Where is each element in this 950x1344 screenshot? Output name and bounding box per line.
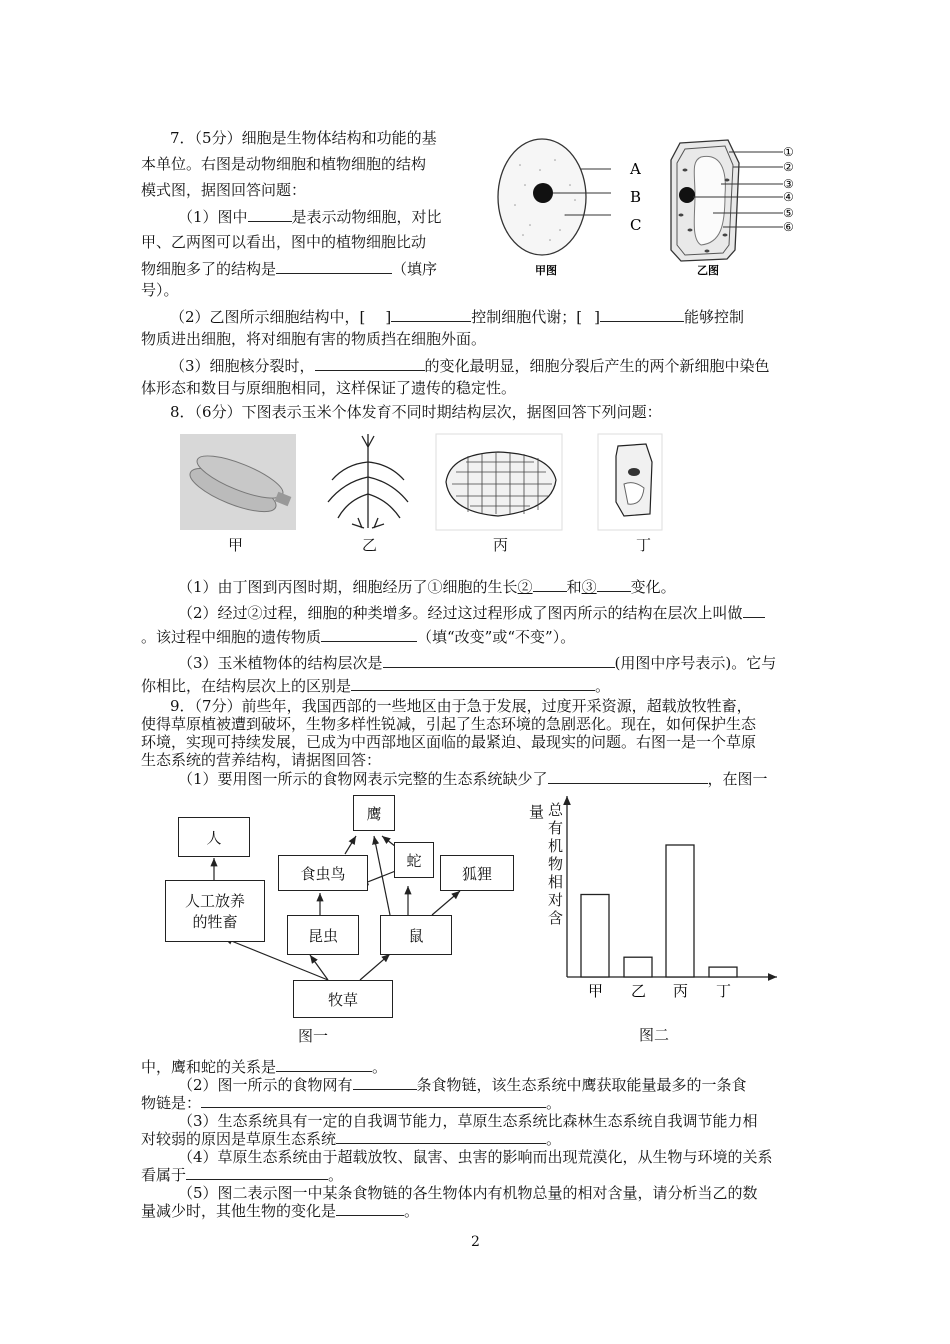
x-tick-label: 丁: [716, 982, 732, 1000]
q8-text: （3）玉米植物体的结构层次是: [178, 654, 383, 672]
mark-4: ④: [783, 190, 794, 204]
answer-blank[interactable]: [743, 601, 765, 618]
q7-line9: 物质进出细胞，将对细胞有害的物质挡在细胞外面。: [141, 330, 487, 348]
answer-blank[interactable]: [548, 767, 708, 784]
q8-text: （2）经过②过程，细胞的种类增多。经过这过程形成了图丙所示的结构在层次上叫做: [178, 604, 743, 622]
fig-a-label: 甲图: [535, 264, 557, 277]
q9-line8: [141, 1094, 561, 1112]
q8-text: 变化。: [630, 578, 676, 596]
node-huli: 狐狸: [440, 855, 514, 891]
q8-line5: [178, 651, 776, 674]
y-label-char: 对: [548, 891, 564, 909]
bar-0: [581, 895, 609, 978]
node-rengong-line2: 的牲畜: [192, 913, 238, 931]
q9-line9: （3）生态系统具有一定的自我调节能力，草原生态系统比森林生态系统自我调节能力相: [178, 1112, 758, 1130]
mark-1: ①: [783, 145, 794, 159]
q7-text: ]: [594, 308, 600, 326]
q9-text: ，在图一: [707, 770, 768, 788]
mark-B: B: [630, 188, 642, 206]
arrow-niao-ying: [345, 836, 356, 854]
q9-text: 。: [372, 1058, 388, 1076]
caption-jia: 甲: [228, 536, 244, 554]
q7-text: 控制细胞代谢；[: [471, 308, 583, 326]
q9-text: 。: [546, 1094, 562, 1112]
y-label-char: 有: [548, 819, 564, 837]
mark-6: ⑥: [783, 220, 794, 234]
mark-C: C: [630, 216, 642, 234]
answer-blank[interactable]: [276, 1058, 372, 1072]
q7-line11: 体形态和数目与原细胞相同，这样保证了遗传的稳定性。: [141, 379, 517, 397]
caption-bing: 丙: [493, 536, 509, 554]
q8-text: 。该过程中细胞的遗传物质: [141, 628, 322, 646]
page-number: 2: [471, 1234, 480, 1250]
q7-text: （3）细胞核分裂时，: [170, 357, 315, 375]
mark-3: ③: [783, 177, 794, 191]
q9-text: （1）要用图一所示的食物网表示完整的生态系统缺少了: [178, 770, 548, 788]
q9-text: 看属于: [141, 1166, 187, 1184]
x-tick-label: 甲: [588, 982, 604, 1000]
q8-text: （填“改变”或“不变”）。: [417, 628, 576, 646]
y-axis-label-side: 量: [529, 803, 545, 821]
q7-text: 是表示动物细胞，对比: [291, 208, 442, 226]
x-tick-labels: [588, 982, 731, 1000]
q9-line5: [178, 767, 768, 790]
y-label-char: 含: [548, 909, 564, 927]
answer-blank[interactable]: [276, 257, 392, 274]
x-tick-label: 丙: [673, 982, 689, 1000]
q9-line14: [141, 1202, 419, 1220]
bar-3: [709, 967, 737, 977]
animal-cell-figure: [498, 139, 611, 255]
q7-text: 的变化最明显，细胞分裂后产生的两个新细胞中染色: [424, 357, 770, 375]
tissue-image: [436, 434, 562, 530]
q9-line4: 生态系统的营养结构，请据图回答：: [141, 751, 382, 769]
y-label-char: 机: [548, 837, 564, 855]
node-rengong: [165, 880, 265, 942]
q7-text: ]: [385, 308, 392, 326]
fig-b-label: 乙图: [697, 264, 719, 277]
y-axis-label: [548, 801, 564, 927]
q7-line2: 本单位。右图是动物细胞和植物细胞的结构: [141, 155, 427, 173]
q8-line1: 8．（6分）下图表示玉米个体发育不同时期结构层次，据图回答下列问题：: [170, 403, 662, 421]
node-rengong-line1: 人工放养: [184, 892, 245, 910]
answer-blank[interactable]: [336, 1130, 546, 1144]
mark-5: ⑤: [783, 206, 794, 220]
q8-line2: [178, 575, 676, 598]
caption-yi: 乙: [362, 536, 378, 554]
mark-2: ②: [783, 160, 794, 174]
arrow-shu-huli: [432, 891, 460, 915]
q7-text: 能够控制: [683, 308, 744, 326]
q8-text: (用图中序号表示)。它与: [614, 654, 777, 672]
y-label-char: 总: [548, 801, 564, 819]
q9-text: 物链是：: [141, 1094, 202, 1112]
node-ren: 人: [178, 817, 250, 857]
q8-text: 。: [595, 677, 611, 695]
mark-A: A: [630, 160, 641, 178]
answer-blank[interactable]: [391, 305, 471, 322]
answer-blank[interactable]: [600, 305, 684, 322]
q9-text: 。: [546, 1130, 562, 1148]
q7-line3: 模式图，据图回答问题：: [141, 181, 307, 199]
q8-text: ②: [517, 578, 533, 596]
q7-text: 物细胞多了的结构是: [141, 260, 277, 278]
q9-text: 中，鹰和蛇的关系是: [141, 1058, 277, 1076]
q8-line4: [141, 625, 575, 648]
node-she: 蛇: [394, 842, 434, 878]
cell-diagrams: [495, 135, 815, 285]
q7-line10: [170, 354, 770, 377]
q7-line5: 甲、乙两图可以看出，图中的植物细胞比动: [141, 233, 427, 251]
plant-cell-figure: [671, 140, 783, 261]
bar-chart-caption: 图二: [639, 1026, 670, 1044]
bar-2: [666, 845, 694, 977]
caption-ding: 丁: [636, 536, 652, 554]
q9-line2: 使得草原植被遭到破坏，生物多样性锐减，引起了生态环境的急剧恶化。现在，如何保护生态: [141, 715, 757, 733]
q9-line11: （4）草原生态系统由于超载放牧、鼠害、虫害的影响而出现荒漠化，从生物与环境的关系: [178, 1148, 773, 1166]
q7-line8: [170, 305, 744, 328]
q7-line1: 7．（5分）细胞是生物体结构和功能的基: [170, 129, 437, 147]
q7-text: （2）乙图所示细胞结构中，[: [170, 308, 366, 326]
q8-line3: [178, 601, 765, 624]
corn-ear-image: [180, 434, 296, 530]
q8-text: （1）由丁图到丙图时期，细胞经历了①细胞的生长: [178, 578, 518, 596]
q8-text: 你相比，在结构层次上的区别是: [141, 677, 352, 695]
food-web-caption: 图一: [298, 1027, 329, 1045]
answer-blank[interactable]: [351, 674, 595, 691]
bar-1: [624, 957, 652, 977]
q9-line7: [178, 1076, 747, 1094]
answer-blank[interactable]: [315, 354, 425, 371]
q8-text: 和: [566, 578, 582, 596]
node-ying: 鹰: [353, 795, 395, 831]
single-cell-image: [598, 434, 662, 530]
answer-blank[interactable]: [321, 625, 417, 642]
q9-text: 条食物链，该生态系统中鹰获取能量最多的一条食: [416, 1076, 747, 1094]
q9-line3: 环境，实现可持续发展，已成为中西部地区面临的最紧迫、最现实的问题。右图一是一个草原: [141, 733, 757, 751]
q9-text: （2）图一所示的食物网有: [178, 1076, 353, 1094]
q9-line6: [141, 1058, 387, 1076]
answer-blank[interactable]: [533, 575, 567, 592]
arrow-shu-ying: [374, 836, 390, 915]
organic-matter-bar-chart: [525, 790, 795, 1010]
y-label-char: 相: [548, 873, 564, 891]
bars-group: [581, 845, 737, 977]
corn-stages-figure: [178, 432, 698, 532]
arrow-mucao-shu: [360, 954, 390, 980]
q7-text: （填序: [392, 260, 438, 278]
answer-blank[interactable]: [201, 1094, 546, 1108]
q9-line13: （5）图二表示图一中某条食物链的各生物体内有机物总量的相对含量，请分析当乙的数: [178, 1184, 758, 1202]
answer-blank[interactable]: [186, 1166, 328, 1180]
answer-blank[interactable]: [353, 1076, 417, 1090]
answer-blank[interactable]: [248, 205, 292, 222]
x-tick-label: 乙: [631, 982, 647, 1000]
answer-blank[interactable]: [383, 651, 615, 668]
y-label-char: 物: [548, 855, 564, 873]
q8-text: ③: [581, 578, 597, 596]
q7-line6: [141, 257, 437, 280]
q9-text: 。: [328, 1166, 344, 1184]
node-shu: 鼠: [380, 915, 452, 955]
q7-line4: [178, 205, 442, 228]
answer-blank[interactable]: [336, 1202, 404, 1216]
q9-text: 量减少时，其他生物的变化是: [141, 1202, 337, 1220]
answer-blank[interactable]: [597, 575, 631, 592]
q7-line7: 号）。: [141, 281, 179, 299]
node-kunchong: 昆虫: [287, 915, 359, 955]
node-shichongniao: 食虫鸟: [278, 855, 368, 891]
node-mucao: 牧草: [293, 980, 393, 1018]
q9-text: 。: [404, 1202, 420, 1220]
q9-line10: [141, 1130, 561, 1148]
q9-line1: 9．（7分）前些年，我国西部的一些地区由于急于发展，过度开采资源，超载放牧牲畜，: [170, 697, 752, 715]
q7-text: （1）图中: [178, 208, 248, 226]
q8-line6: [141, 674, 610, 697]
q9-text: 对较弱的原因是草原生态系统: [141, 1130, 337, 1148]
q9-line12: [141, 1166, 343, 1184]
corn-plant-image: [328, 434, 408, 528]
